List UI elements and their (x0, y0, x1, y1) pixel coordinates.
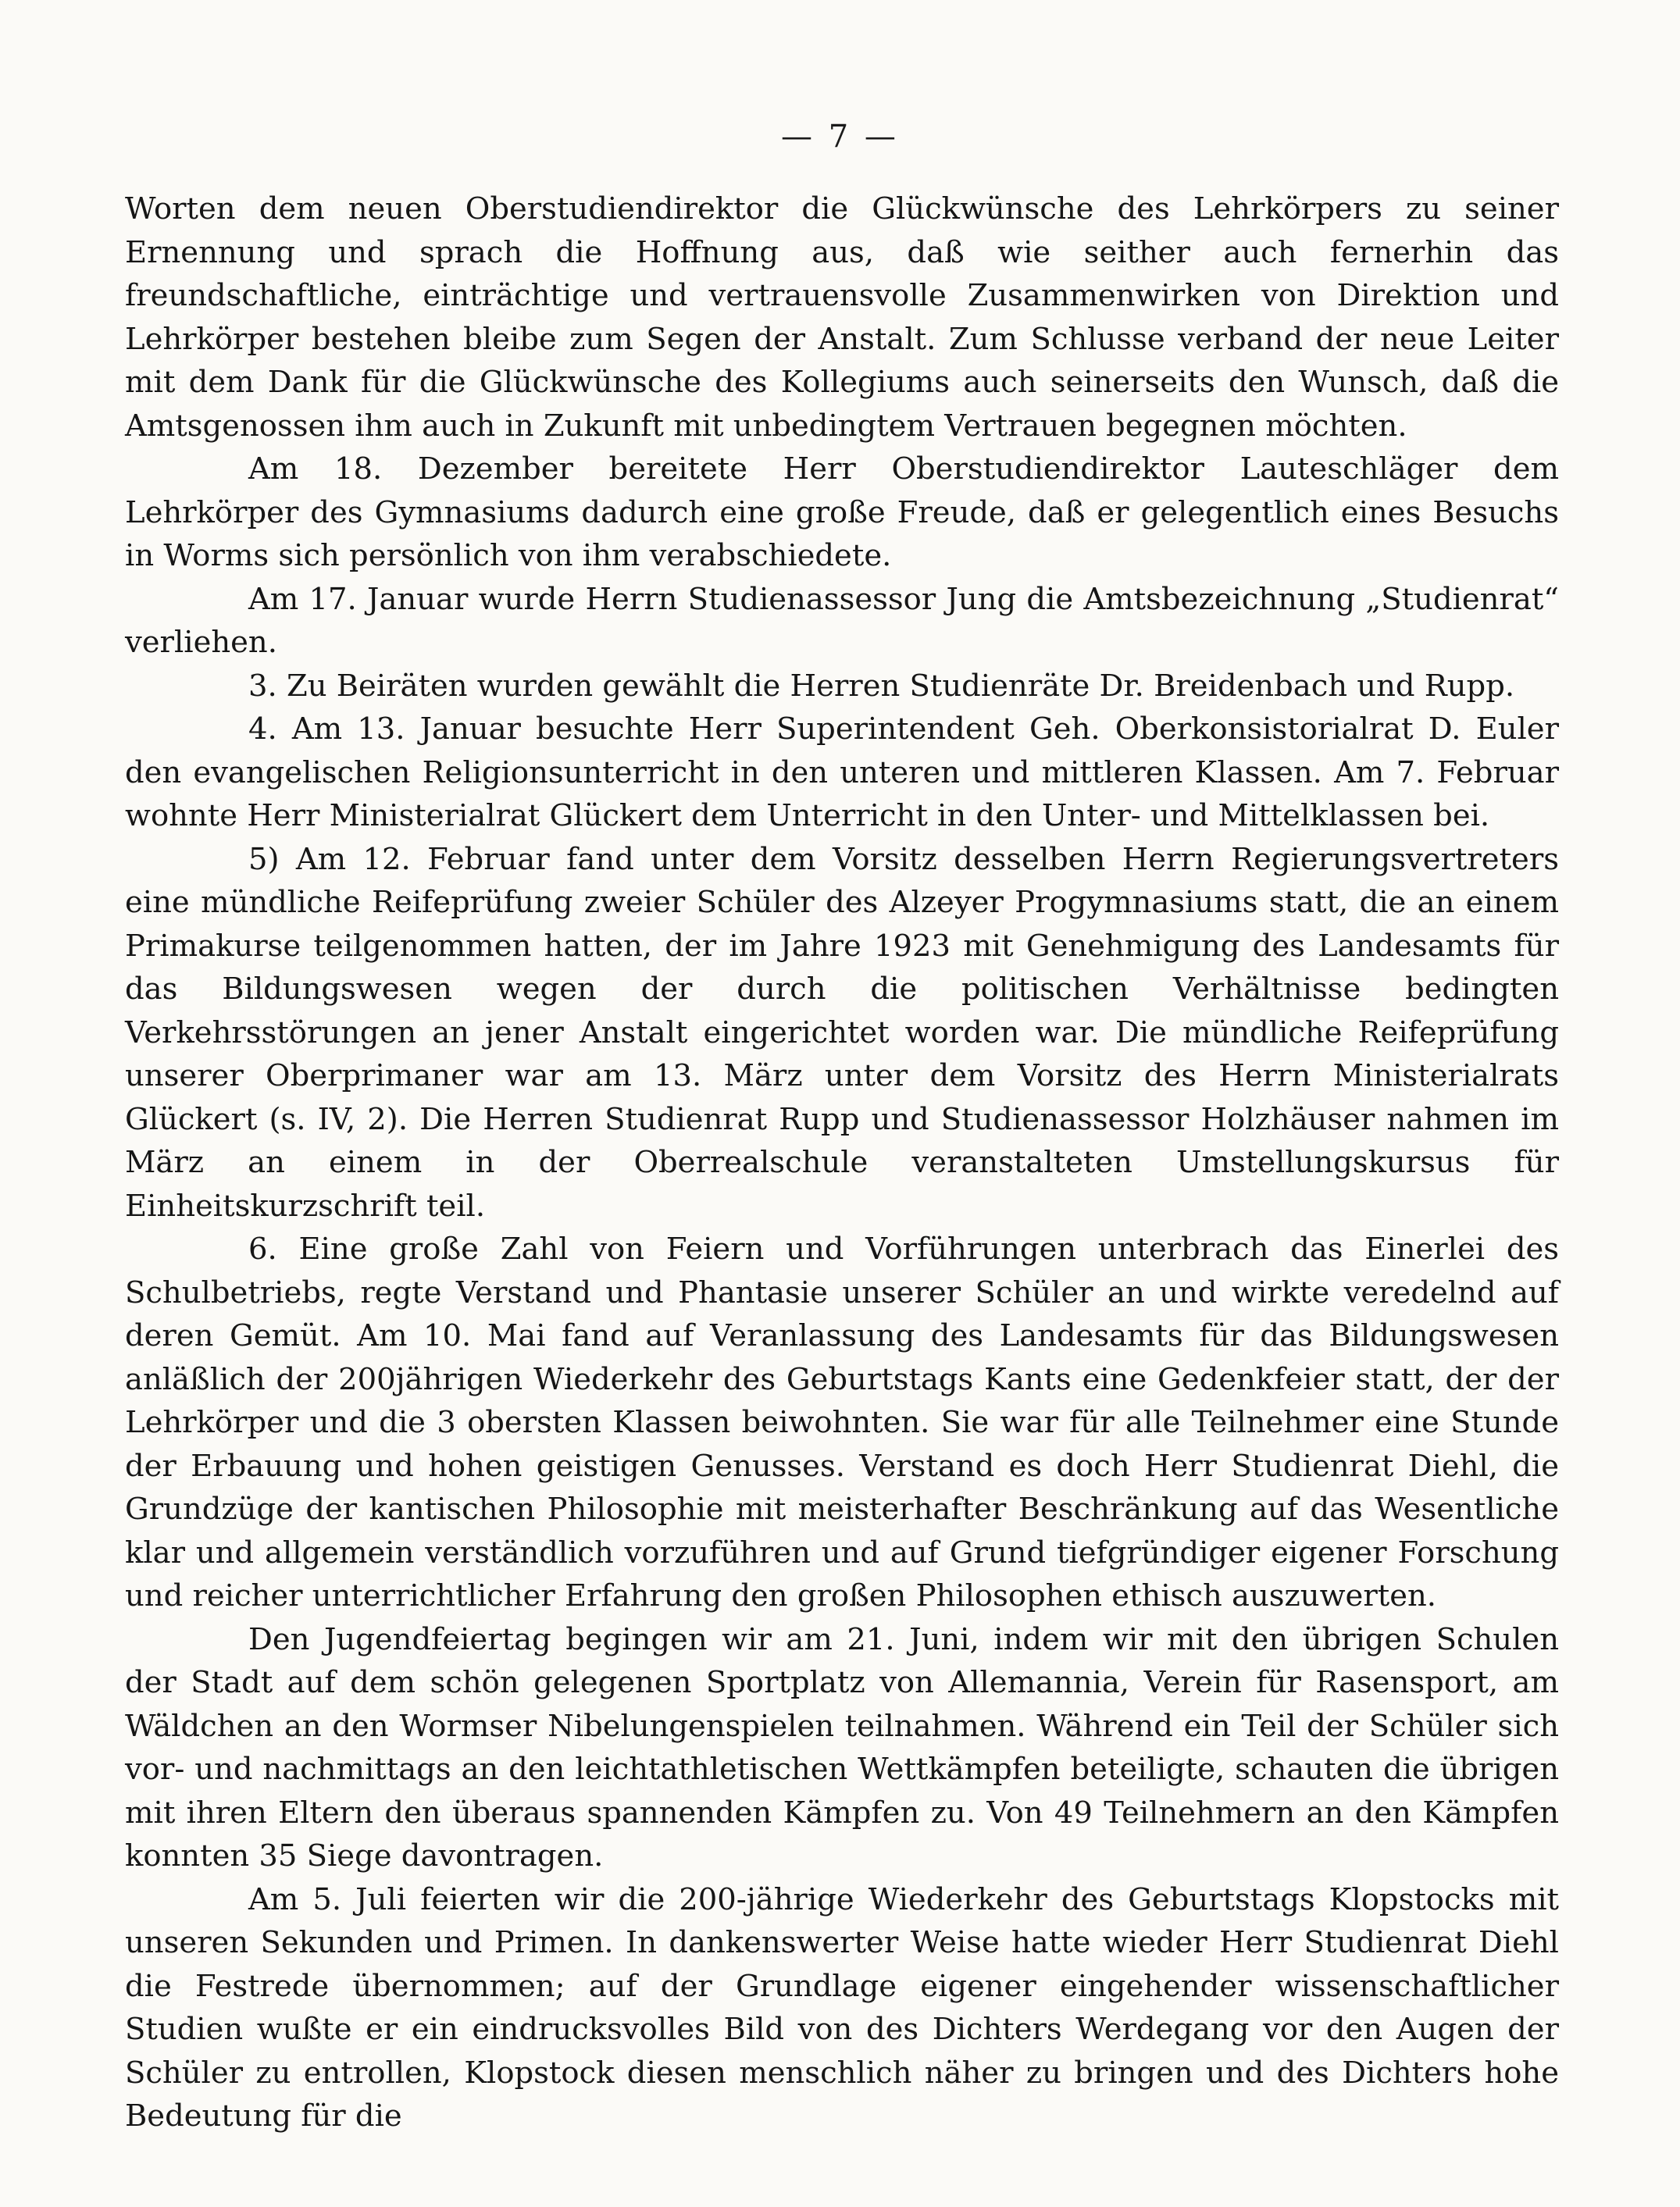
paragraph-3-advisors: 3. Zu Beiräten wurden gewählt die Herren Studienräte Dr. Breidenbach und Rupp. (248, 668, 1515, 704)
paragraph-december-farewell: Am 18. Dezember bereitete Herr Oberstudiendirektor Lauteschläger dem Lehrkörper des Gymnasiums dadurch eine große Freude, daß er gelegentlich eines Besuchs in Worms sich persönlich von ihm verabschiedete. (125, 451, 1559, 573)
paragraph-klopstock: Am 5. Juli feierten wir die 200-jährige Wiederkehr des Geburtstags Klopstocks mit unseren Sekunden und Primen. In dankenswerter Weise hatte wieder Herr Studienrat Diehl die Festrede übernommen; auf der Grundlage eigener eingehender wissenschaftlicher Studien wußte er ein eindrucksvolles Bild von des Dichters Werdegang vor den Augen der Schüler zu entrollen, Klopstock diesen menschlich näher zu bringen und des Dichters hohe Bedeutung für die (125, 1881, 1559, 2134)
paragraph-january-title: Am 17. Januar wurde Herrn Studienassessor Jung die Amtsbezeichnung „Studienrat“ verliehen. (125, 581, 1559, 660)
paragraph-youth-day: Den Jugendfeiertag begingen wir am 21. Juni, indem wir mit den übrigen Schulen der Stadt auf dem schön gelegenen Sportplatz von Allemannia, Verein für Rasensport, am Wäldchen an den Wormser Nibelungenspielen teilnahmen. Während ein Teil der Schüler sich vor- und nachmittags an den leichtathletischen Wettkämpfen beteiligte, schauten die übrigen mit ihren Eltern den überaus spannenden Kämpfen zu. Von 49 Teilnehmern an den Kämpfen konnten 35 Siege davontragen. (125, 1621, 1559, 1874)
paragraph-6-celebrations: 6. Eine große Zahl von Feiern und Vorführungen unterbrach das Einerlei des Schulbetriebs, regte Verstand und Phantasie unserer Schüler an und wirkte veredelnd auf deren Gemüt. Am 10. Mai fand auf Veranlassung des Landesamts für das Bildungswesen anläßlich der 200jährigen Wiederkehr des Geburtstags Kants eine Gedenkfeier statt, der der Lehrkörper und die 3 obersten Klassen beiwohnten. Sie war für alle Teilnehmer eine Stunde der Erbauung und hohen geistigen Genusses. Verstand es doch Herr Studienrat Diehl, die Grundzüge der kantischen Philosophie mit meisterhafter Beschränkung auf das Wesentliche klar und allgemein verständlich vorzuführen und auf Grund tiefgründiger eigener Forschung und reicher unterrichtlicher Erfahrung den großen Philosophen ethisch auszuwerten. (125, 1232, 1559, 1613)
paragraph-congratulations: Worten dem neuen Oberstudiendirektor die Glückwünsche des Lehrkörpers zu seiner Ernennung und sprach die Hoffnung aus, daß wie seither auch fernerhin das freundschaftliche, einträchtige und vertrauensvolle Zusammenwirken von Direktion und Lehrkörper bestehen bleibe zum Segen der Anstalt. Zum Schlusse verband der neue Leiter mit dem Dank für die Glückwünsche des Kollegiums auch seinerseits den Wunsch, daß die Amtsgenossen ihm auch in Zukunft mit unbedingtem Vertrauen begegnen möchten. (125, 191, 1559, 444)
paragraph-5-exams: 5) Am 12. Februar fand unter dem Vorsitz desselben Herrn Regierungsvertreters eine mündliche Reifeprüfung zweier Schüler des Alzeyer Progymnasiums statt, die an einem Primakurse teilgenommen hatten, der im Jahre 1923 mit Genehmigung des Landesamts für das Bildungswesen wegen der durch die politischen Verhältnisse bedingten Verkehrsstörungen an jener Anstalt eingerichtet worden war. Die mündliche Reifeprüfung unserer Oberprimaner war am 13. März unter dem Vorsitz des Herrn Ministerialrats Glückert (s. IV, 2). Die Herren Studienrat Rupp und Studienassessor Holzhäuser nahmen im März an einem in der Oberrealschule veranstalteten Umstellungskursus für Einheitskurzschrift teil. (125, 841, 1559, 1224)
page-number: — 7 — (781, 119, 899, 155)
paragraph-4-visits: 4. Am 13. Januar besuchte Herr Superintendent Geh. Oberkonsistorialrat D. Euler den evangelischen Religionsunterricht in den unteren und mittleren Klassen. Am 7. Februar wohnte Herr Ministerialrat Glückert dem Unterricht in den Unter- und Mittelklassen bei. (125, 711, 1559, 833)
body-text (125, 187, 1559, 2171)
